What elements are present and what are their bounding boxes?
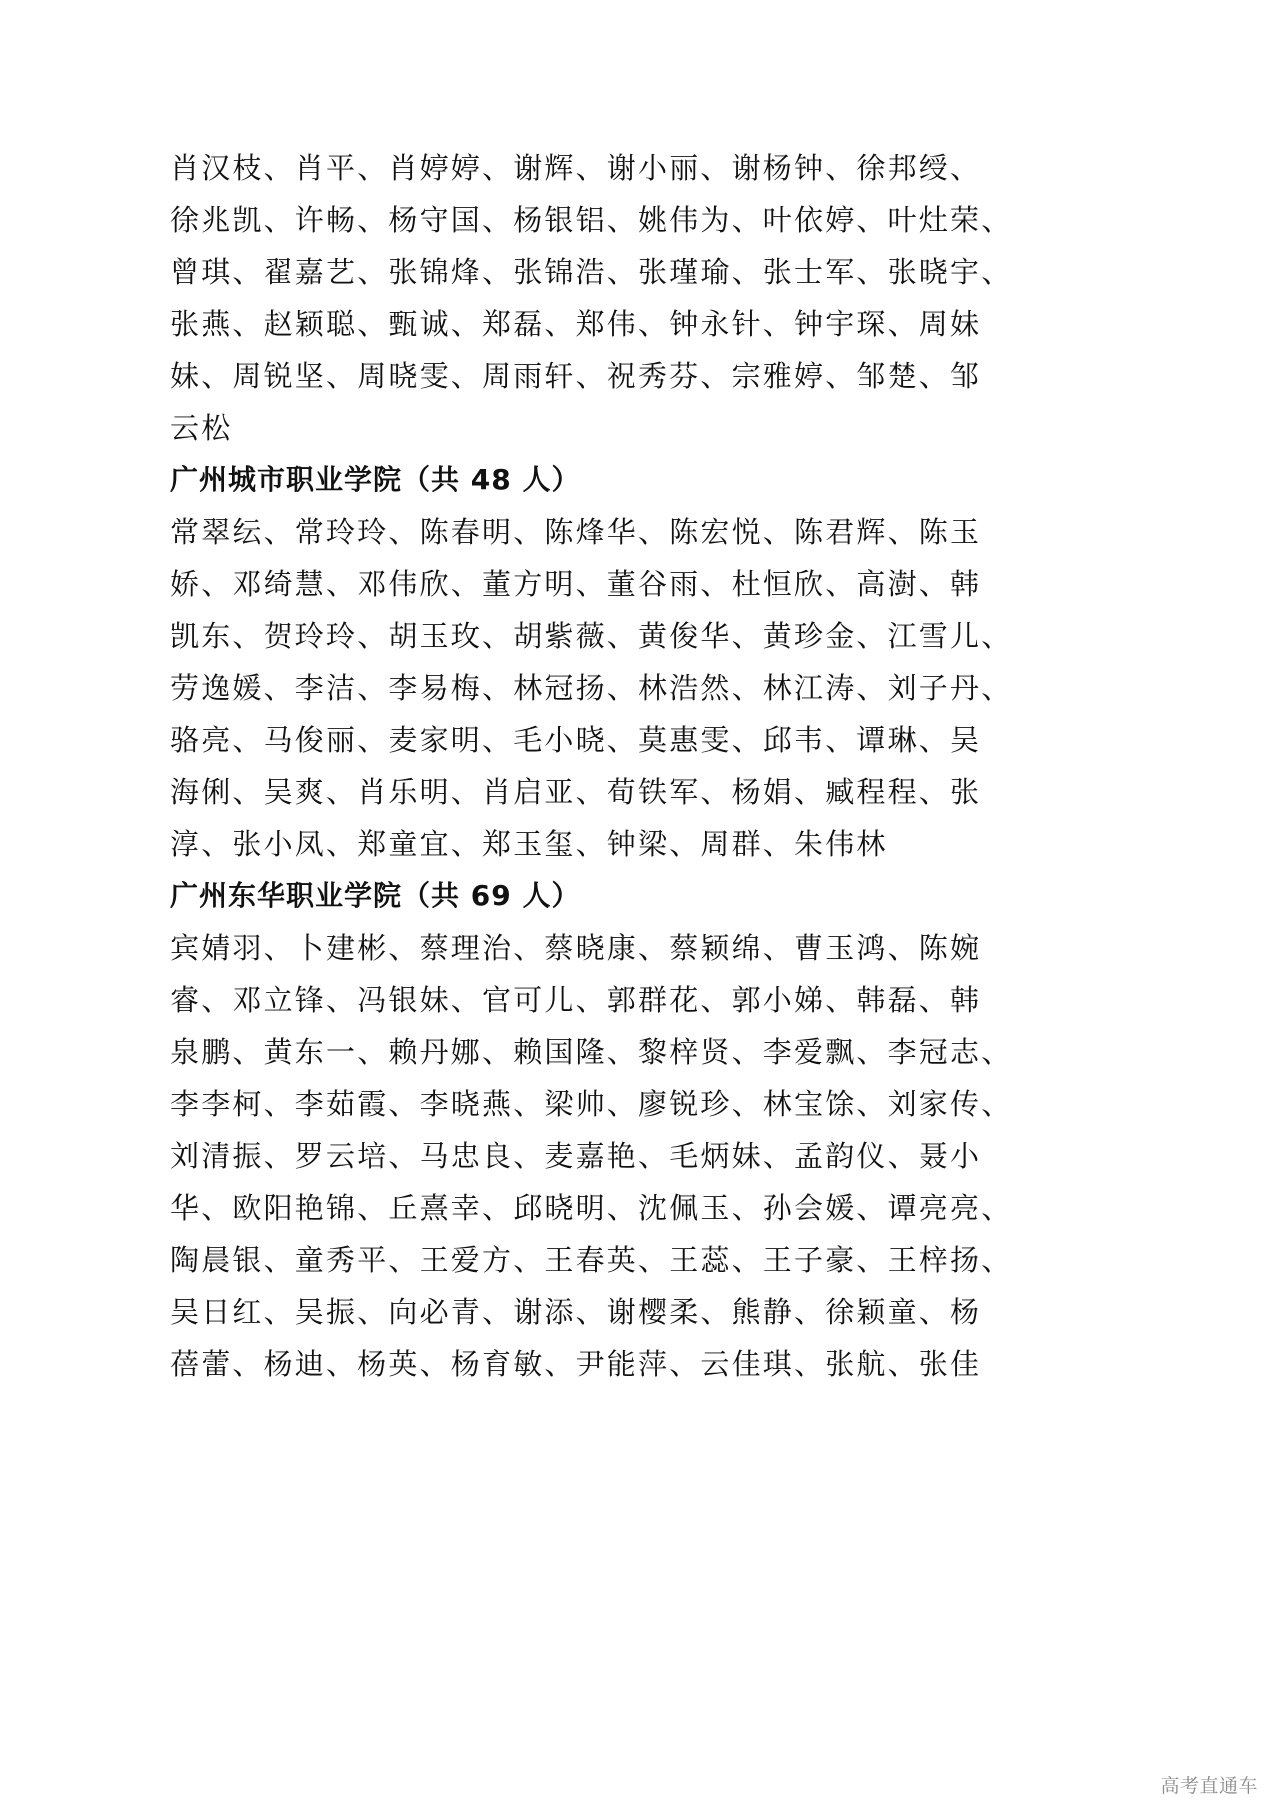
name-list-line: 徐兆凯、许畅、杨守国、杨银铝、姚伟为、叶依婷、叶灶荣、	[170, 203, 1013, 237]
name-list-line: 海俐、吴爽、肖乐明、肖启亚、荀铁军、杨娟、臧程程、张	[170, 775, 982, 809]
name-list-line: 李李柯、李茹霞、李晓燕、梁帅、廖锐珍、林宝馀、刘家传、	[170, 1087, 1013, 1121]
watermark-text: 高考直通车	[1160, 1775, 1258, 1797]
name-list-line: 华、欧阳艳锦、丘熹幸、邱晓明、沈佩玉、孙会媛、谭亮亮、	[170, 1191, 1013, 1225]
name-list-line: 泉鹏、黄东一、赖丹娜、赖国隆、黎梓贤、李爱飘、李冠志、	[170, 1035, 1013, 1069]
section-heading-guangzhou-donghua-vocational-college: 广州东华职业学院（共 69 人）	[170, 879, 581, 912]
name-list-line: 妹、周锐坚、周晓雯、周雨轩、祝秀芬、宗雅婷、邹楚、邹	[170, 359, 982, 393]
name-list-line: 陶晨银、童秀平、王爱方、王春英、王蕊、王子豪、王梓扬、	[170, 1243, 1013, 1277]
name-list-line: 凯东、贺玲玲、胡玉玫、胡紫薇、黄俊华、黄珍金、江雪儿、	[170, 619, 1013, 653]
name-list-line: 娇、邓绮慧、邓伟欣、董方明、董谷雨、杜恒欣、高澍、韩	[170, 567, 982, 601]
name-list-line: 淳、张小凤、郑童宜、郑玉玺、钟梁、周群、朱伟林	[170, 827, 888, 861]
name-list-line: 吴日红、吴振、向必青、谢添、谢樱柔、熊静、徐颖童、杨	[170, 1295, 982, 1329]
name-list-line: 蓓蕾、杨迪、杨英、杨育敏、尹能萍、云佳琪、张航、张佳	[170, 1347, 982, 1381]
name-list-line: 张燕、赵颖聪、甄诚、郑磊、郑伟、钟永针、钟宇琛、周妹	[170, 307, 982, 341]
name-list-line: 曾琪、翟嘉艺、张锦烽、张锦浩、张瑾瑜、张士军、张晓宇、	[170, 255, 1013, 289]
section-heading-guangzhou-city-polytechnic: 广州城市职业学院（共 48 人）	[170, 463, 581, 496]
name-list-line: 刘清振、罗云培、马忠良、麦嘉艳、毛炳妹、孟韵仪、聂小	[170, 1139, 982, 1173]
name-list-line: 常翠纭、常玲玲、陈春明、陈烽华、陈宏悦、陈君辉、陈玉	[170, 515, 982, 549]
name-list-line: 宾婧羽、卜建彬、蔡理治、蔡晓康、蔡颖绵、曹玉鸿、陈婉	[170, 931, 982, 965]
name-list-line: 睿、邓立锋、冯银妹、官可儿、郭群花、郭小娣、韩磊、韩	[170, 983, 982, 1017]
name-list-line: 肖汉枝、肖平、肖婷婷、谢辉、谢小丽、谢杨钟、徐邦绶、	[170, 151, 982, 185]
document-body	[170, 142, 1013, 1390]
name-list-line: 劳逸媛、李洁、李易梅、林冠扬、林浩然、林江涛、刘子丹、	[170, 671, 1013, 705]
name-list-line: 云松	[170, 411, 233, 445]
name-list-line: 骆亮、马俊丽、麦家明、毛小晓、莫惠雯、邱韦、谭琳、吴	[170, 723, 982, 757]
